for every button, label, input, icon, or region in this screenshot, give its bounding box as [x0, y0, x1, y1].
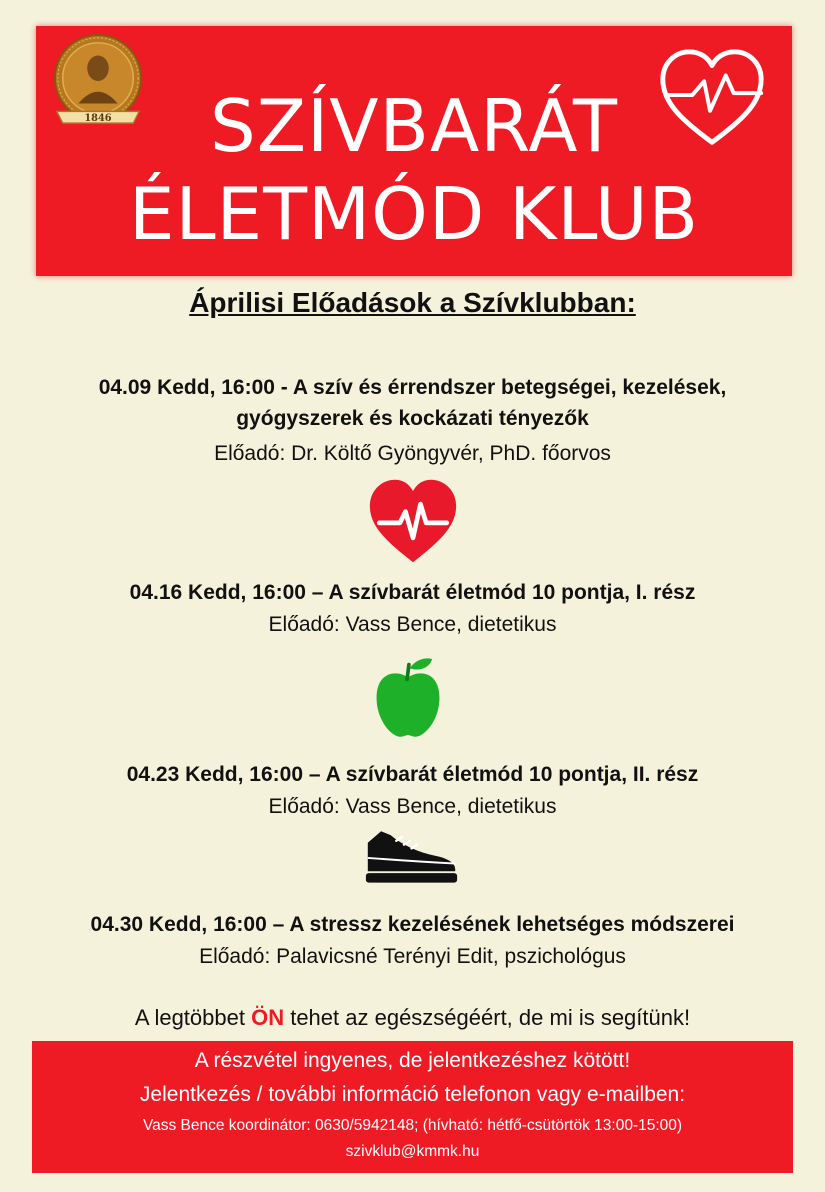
lectures-subtitle: Áprilisi Előadások a Szívklubban:: [189, 287, 636, 318]
event-2-speaker: Előadó: Vass Bence, dietetikus: [268, 613, 557, 636]
event-4-speaker: Előadó: Palavicsné Terényi Edit, pszichológus: [199, 945, 626, 968]
header-banner: [36, 26, 792, 276]
tagline: [0, 1005, 825, 1031]
event-3-title: 04.23 Kedd, 16:00 – A szívbarát életmód 10 pontja, II. rész: [126, 763, 699, 786]
event-1-title-line-1: 04.09 Kedd, 16:00 - A szív és érrendszer betegségei, kezelések,: [98, 376, 727, 399]
apple-icon: [371, 655, 445, 739]
event-4-title: 04.30 Kedd, 16:00 – A stressz kezelésének lehetséges módszerei: [90, 913, 735, 936]
footer-contact: Vass Bence koordinátor: 0630/5942148; (hívható: hétfő-csütörtök 13:00-15:00): [142, 1117, 683, 1134]
footer-banner: [32, 1041, 793, 1173]
tagline-before: A legtöbbet: [134, 1005, 252, 1030]
event-1-title-line-2: gyógyszerek és kockázati tényezők: [236, 407, 589, 430]
svg-text:1846: 1846: [84, 113, 112, 125]
tagline-after: tehet az egészségéért, de mi is segítünk!: [284, 1005, 691, 1030]
event-2-title: 04.16 Kedd, 16:00 – A szívbarát életmód 10 pontja, I. rész: [129, 581, 696, 604]
sneaker-icon: [364, 827, 459, 885]
footer-line-2: Jelentkezés / további információ telefonon vagy e-mailben:: [139, 1083, 686, 1106]
event-1-speaker: Előadó: Dr. Költő Gyöngyvér, PhD. főorvos: [214, 442, 611, 465]
heart-outline-icon: [653, 40, 771, 158]
event-3-speaker: Előadó: Vass Bence, dietetikus: [268, 795, 557, 818]
tagline-highlight: ÖN: [251, 1005, 285, 1030]
title-line-2: ÉLETMÓD KLUB: [128, 172, 700, 256]
footer-email: szivklub@kmmk.hu: [345, 1143, 480, 1160]
title-line-1: SZÍVBARÁT: [210, 84, 618, 168]
footer-line-1: A részvétel ingyenes, de jelentkezéshez kötött!: [194, 1049, 631, 1072]
heart-pulse-icon: [366, 476, 460, 566]
